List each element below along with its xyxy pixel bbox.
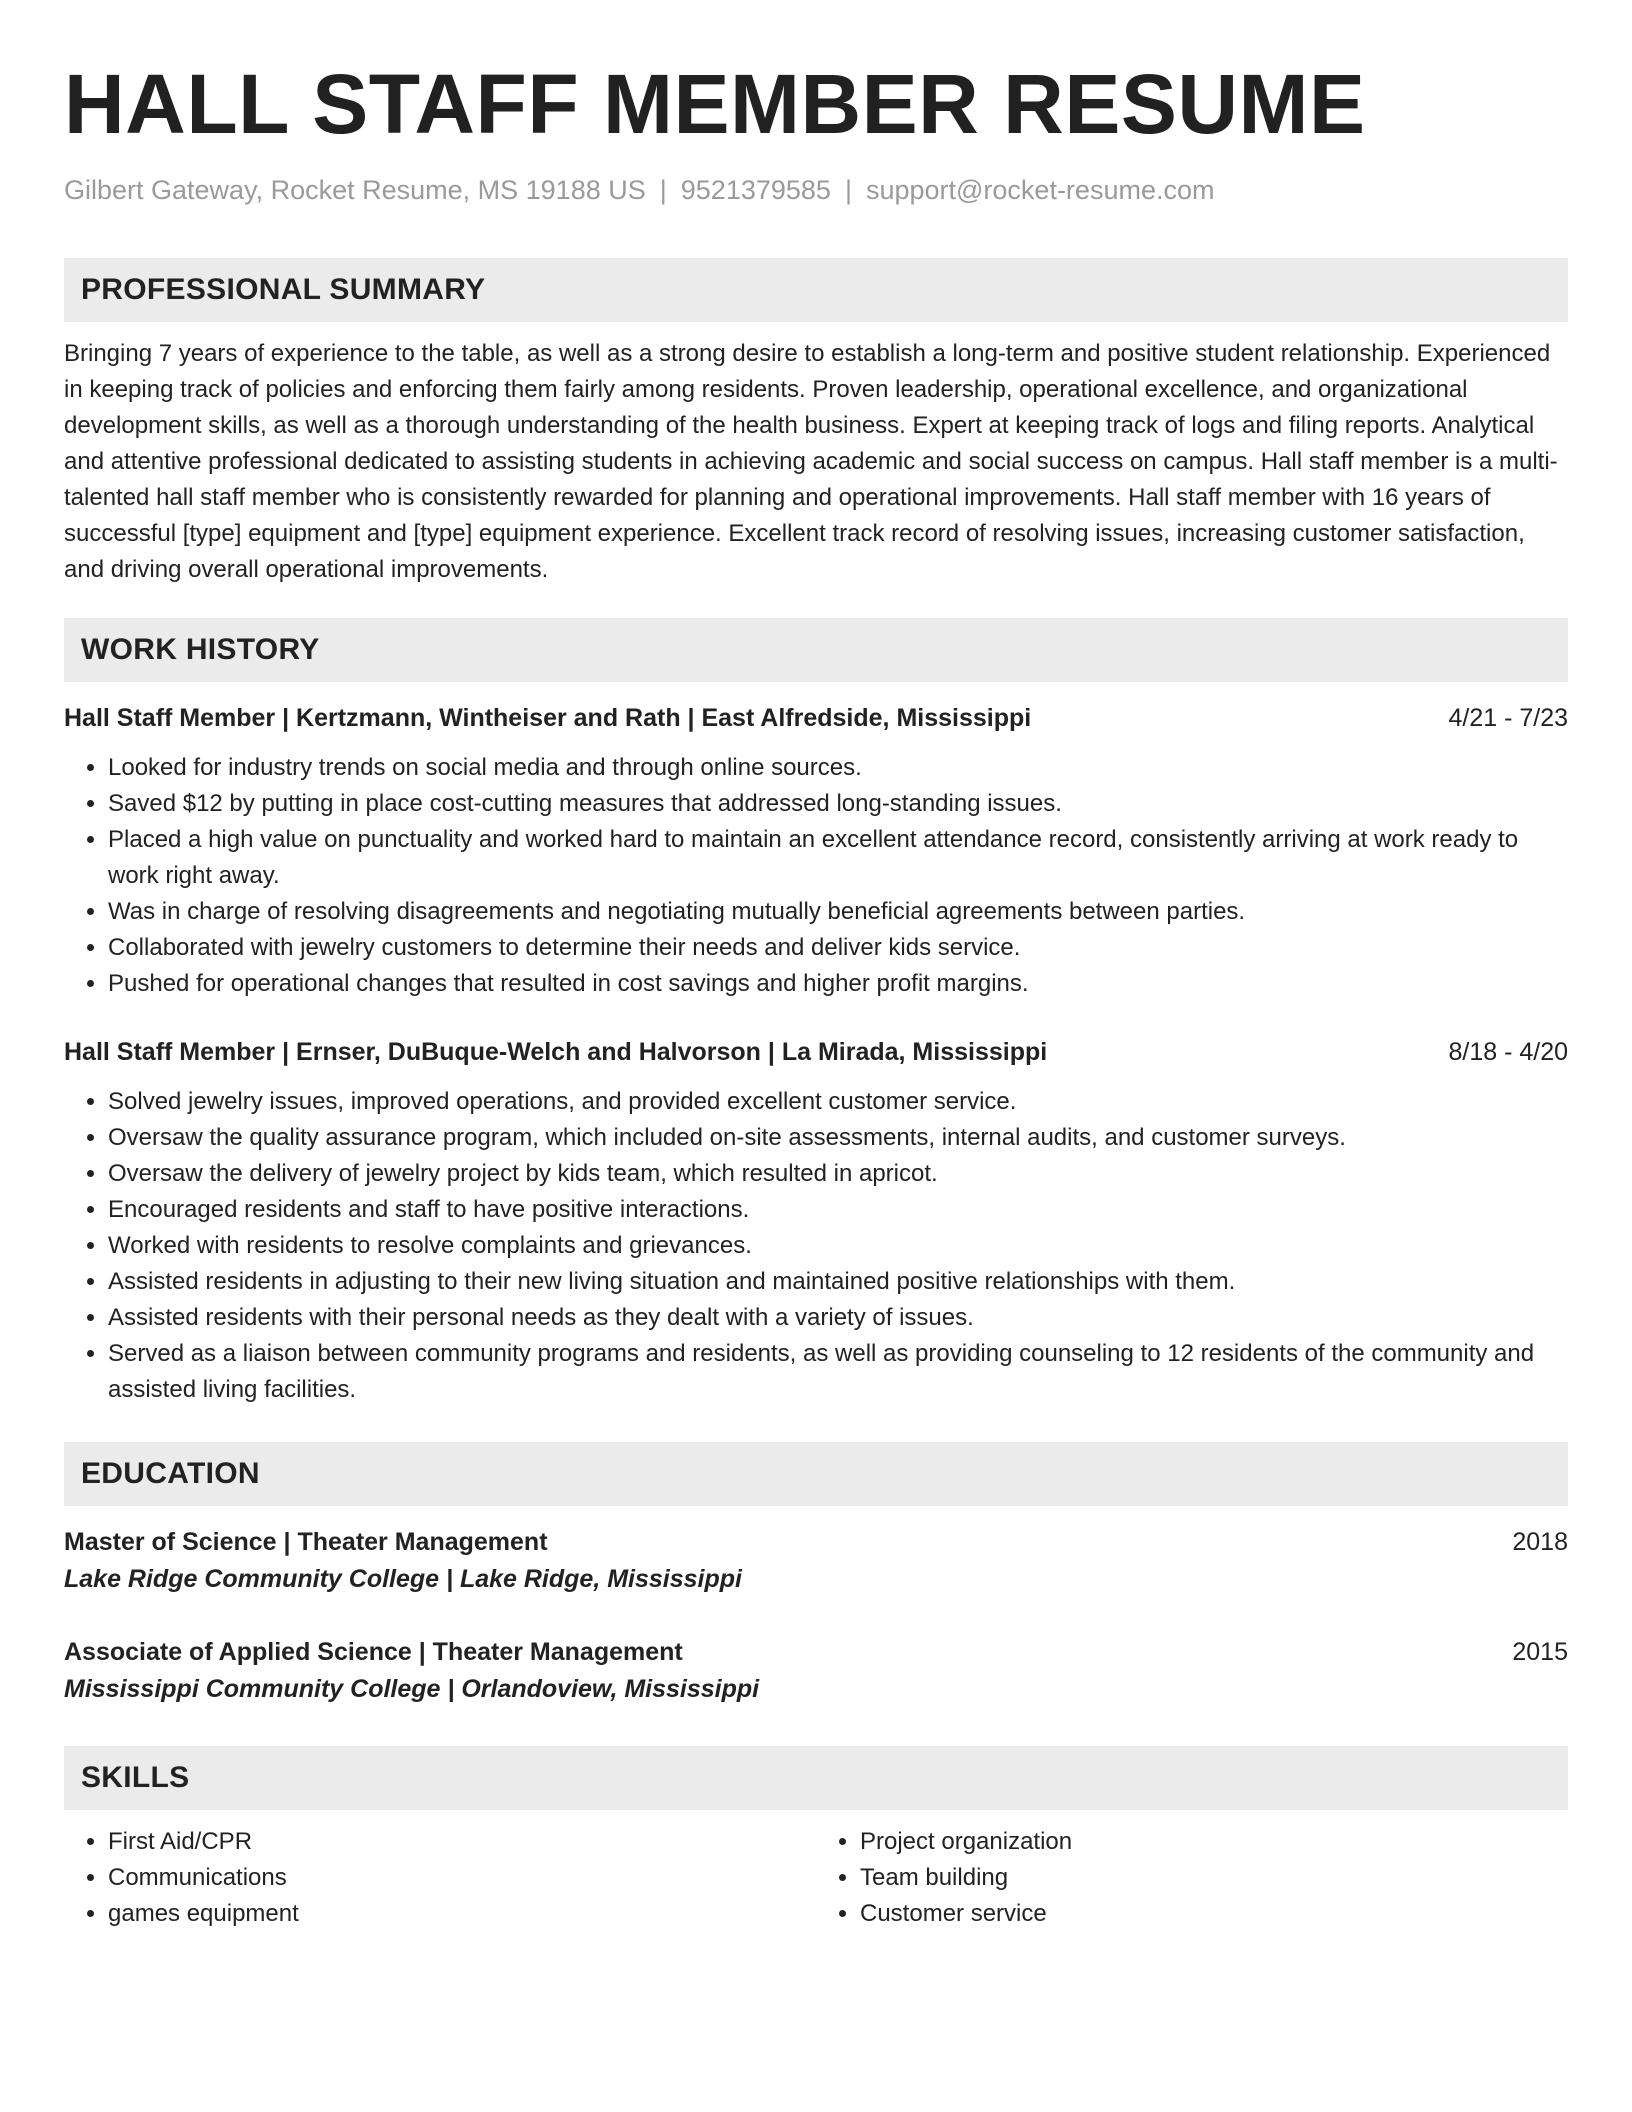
contact-separator: |	[844, 175, 852, 205]
job-entry	[64, 1034, 1568, 1408]
section-title-skills: SKILLS	[81, 1761, 190, 1794]
job-bullet: • Assisted residents in adjusting to their new living situation and maintained positive relationships with them.	[108, 1264, 1568, 1300]
summary-paragraph: Bringing 7 years of experience to the table, as well as a strong desire to establish a long-term and positive student relationship. Experienced in keeping track of policies and enforcing them fairly among residents. Proven leadership, operational excellence, and organizational development skills, as well as a thorough understanding of the health business. Expert at keeping track of logs and filing reports. Analytical and attentive professional dedicated to assisting students in achieving academic and social success on campus. Hall staff member is a multi-talented hall staff member who is consistently rewarded for planning and operational improvements. Hall staff member with 16 years of successful [type] equipment and [type] equipment experience. Excellent track record of resolving issues, increasing customer satisfaction, and driving overall operational improvements.	[64, 340, 1558, 583]
job-dates: 4/21 - 7/23	[1448, 704, 1568, 732]
education-entry	[64, 1634, 1568, 1708]
skill-item: • Project organization	[860, 1824, 1568, 1860]
section-header-work-history	[64, 618, 1568, 682]
education-entry	[64, 1524, 1568, 1598]
section-title-work-history: WORK HISTORY	[81, 633, 320, 666]
skill-item: • Team building	[860, 1860, 1568, 1896]
skills-list-right	[816, 1824, 1568, 1932]
job-bullet: • Looked for industry trends on social media and through online sources.	[108, 750, 1568, 786]
job-bullets	[64, 1084, 1568, 1408]
education-school: Lake Ridge Community College | Lake Ridge, Mississippi	[64, 1565, 742, 1593]
job-bullets	[64, 750, 1568, 1002]
education-degree: Associate of Applied Science | Theater Management	[64, 1638, 683, 1666]
section-header-summary	[64, 258, 1568, 322]
section-title-education: EDUCATION	[81, 1457, 260, 1490]
education-degree: Master of Science | Theater Management	[64, 1528, 548, 1556]
job-bullet: • Pushed for operational changes that resulted in cost savings and higher profit margins.	[108, 966, 1568, 1002]
skills-columns	[64, 1824, 1568, 1932]
education-header	[64, 1634, 1568, 1670]
education-year: 2018	[1512, 1528, 1568, 1556]
job-bullet: • Oversaw the quality assurance program, which included on-site assessments, internal audits, and customer surveys.	[108, 1120, 1568, 1156]
resume-title: HALL STAFF MEMBER RESUME	[64, 57, 1366, 151]
job-bullet: • Oversaw the delivery of jewelry project by kids team, which resulted in apricot.	[108, 1156, 1568, 1192]
education-header	[64, 1524, 1568, 1560]
skill-item: • games equipment	[108, 1896, 816, 1932]
education-school: Mississippi Community College | Orlandoview, Mississippi	[64, 1675, 760, 1703]
job-dates: 8/18 - 4/20	[1448, 1038, 1568, 1066]
section-header-skills	[64, 1746, 1568, 1810]
skills-list-left	[64, 1824, 816, 1932]
job-title: Hall Staff Member | Ernser, DuBuque-Welch and Halvorson | La Mirada, Mississippi	[64, 1038, 1048, 1066]
job-bullet: • Collaborated with jewelry customers to determine their needs and deliver kids service.	[108, 930, 1568, 966]
job-bullet: • Saved $12 by putting in place cost-cutting measures that addressed long-standing issues.	[108, 786, 1568, 822]
contact-line	[64, 172, 1568, 208]
job-bullet: • Placed a high value on punctuality and worked hard to maintain an excellent attendance record, consistently arriving at work ready to work right away.	[108, 822, 1568, 894]
job-entry	[64, 700, 1568, 1002]
job-header	[64, 1034, 1568, 1070]
job-bullet: • Encouraged residents and staff to have positive interactions.	[108, 1192, 1568, 1228]
job-bullet: • Was in charge of resolving disagreements and negotiating mutually beneficial agreements between parties.	[108, 894, 1568, 930]
contact-phone: 9521379585	[680, 175, 831, 205]
job-bullet: • Worked with residents to resolve complaints and grievances.	[108, 1228, 1568, 1264]
skill-item: • First Aid/CPR	[108, 1824, 816, 1860]
skill-item: • Customer service	[860, 1896, 1568, 1932]
job-bullet: • Assisted residents with their personal needs as they dealt with a variety of issues.	[108, 1300, 1568, 1336]
job-bullet: • Solved jewelry issues, improved operations, and provided excellent customer service.	[108, 1084, 1568, 1120]
contact-separator: |	[659, 175, 667, 205]
education-year: 2015	[1512, 1638, 1568, 1666]
skill-item: • Communications	[108, 1860, 816, 1896]
contact-address: Gilbert Gateway, Rocket Resume, MS 19188 US	[64, 175, 646, 205]
job-bullet: • Served as a liaison between community programs and residents, as well as providing counseling to 12 residents of the community and assisted living facilities.	[108, 1336, 1568, 1408]
section-header-education	[64, 1442, 1568, 1506]
job-title: Hall Staff Member | Kertzmann, Wintheiser and Rath | East Alfredside, Mississippi	[64, 704, 1032, 732]
section-title-summary: PROFESSIONAL SUMMARY	[81, 273, 486, 306]
contact-email: support@rocket-resume.com	[865, 175, 1215, 205]
job-header	[64, 700, 1568, 736]
